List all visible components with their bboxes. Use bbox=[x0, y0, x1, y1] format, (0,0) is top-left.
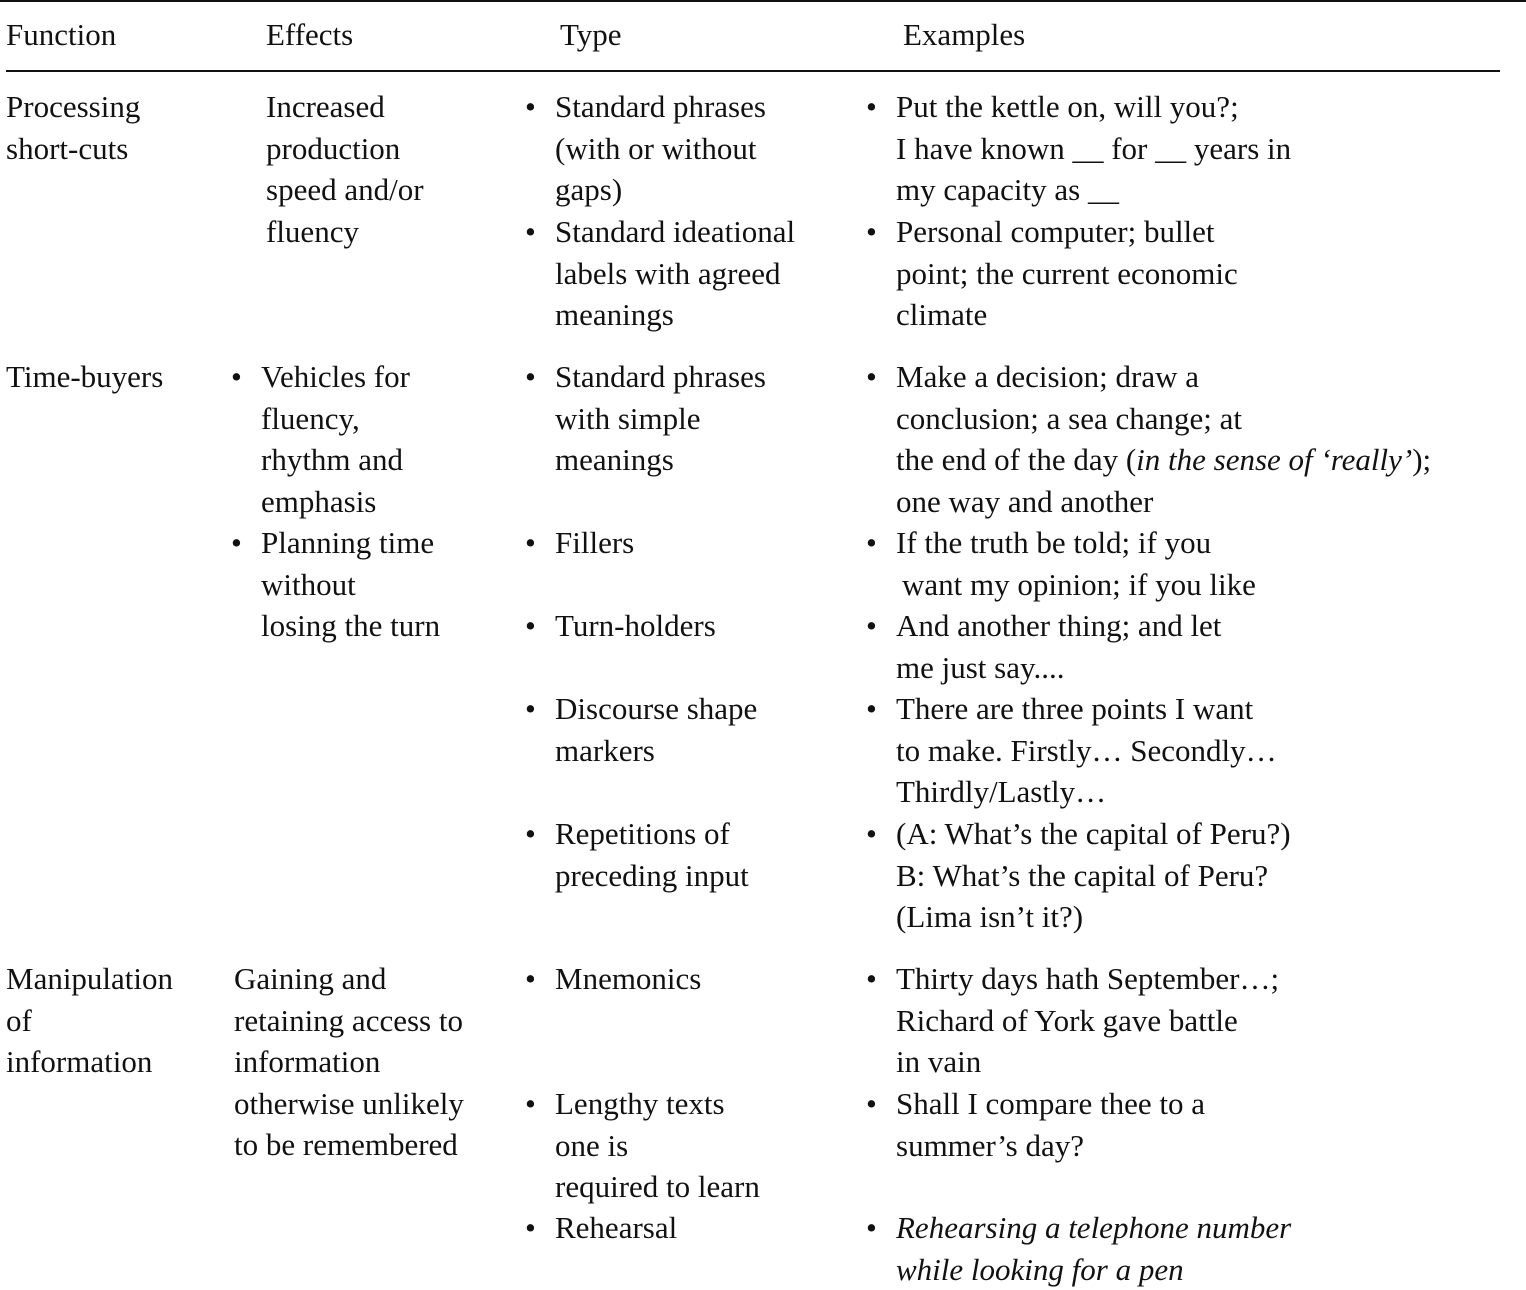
bullet-icon: • bbox=[866, 961, 877, 996]
bullet-icon: • bbox=[866, 214, 877, 249]
example-text: the end of the day ( bbox=[896, 442, 1137, 478]
example-line: summer’s day? bbox=[896, 1127, 1084, 1163]
effects-line: Gaining and bbox=[234, 961, 387, 996]
bullet-icon: • bbox=[525, 89, 536, 124]
type-item bbox=[525, 356, 766, 481]
example-line: (A: What’s the capital of Peru?) bbox=[896, 816, 1291, 851]
type-line: Fillers bbox=[555, 525, 635, 560]
header-rule bbox=[6, 70, 1500, 72]
example-line: (Lima isn’t it?) bbox=[896, 899, 1084, 935]
example-text: ); bbox=[1412, 442, 1432, 478]
header-effects: Effects bbox=[266, 17, 354, 52]
example-line: B: What’s the capital of Peru? bbox=[896, 857, 1269, 893]
type-line: Standard phrases bbox=[555, 89, 766, 124]
example-line: Shall I compare thee to a bbox=[896, 1086, 1206, 1121]
example-line: And another thing; and let bbox=[896, 608, 1222, 643]
effects-cell bbox=[266, 86, 424, 252]
effects-cell bbox=[234, 958, 464, 1166]
type-line: preceding input bbox=[555, 857, 749, 893]
type-line: Standard ideational bbox=[555, 214, 796, 249]
type-line: Lengthy texts bbox=[555, 1086, 725, 1121]
bullet-icon: • bbox=[525, 816, 536, 851]
example-item bbox=[866, 1207, 1292, 1290]
bullet-icon: • bbox=[525, 525, 536, 560]
type-item bbox=[525, 1083, 760, 1208]
bullet-icon: • bbox=[866, 89, 877, 124]
type-line: labels with agreed bbox=[555, 255, 781, 291]
type-line: Rehearsal bbox=[555, 1210, 678, 1245]
function-cell bbox=[6, 356, 163, 398]
bullet-icon: • bbox=[866, 816, 877, 851]
example-line: want my opinion; if you like bbox=[902, 566, 1256, 602]
type-line: meanings bbox=[555, 442, 674, 478]
effects-line: Increased bbox=[266, 89, 385, 124]
function-line: information bbox=[6, 1044, 153, 1080]
type-line: Mnemonics bbox=[555, 961, 702, 996]
function-line: Time-buyers bbox=[6, 359, 164, 394]
example-line: Thirdly/Lastly… bbox=[896, 774, 1107, 810]
bullet-icon: • bbox=[525, 214, 536, 249]
effects-line: rhythm and bbox=[261, 442, 404, 478]
effects-line: Vehicles for bbox=[261, 359, 410, 394]
example-line: Thirty days hath September…; bbox=[896, 961, 1280, 996]
effects-line: speed and/or bbox=[266, 172, 424, 208]
function-line: of bbox=[6, 1002, 32, 1038]
example-line: Make a decision; draw a bbox=[896, 359, 1199, 394]
type-line: Turn-holders bbox=[555, 608, 716, 643]
bullet-icon: • bbox=[525, 1210, 536, 1245]
example-line: while looking for a pen bbox=[896, 1251, 1184, 1287]
example-line: Richard of York gave battle bbox=[896, 1002, 1238, 1038]
header-examples: Examples bbox=[903, 17, 1026, 52]
effects-item bbox=[231, 522, 441, 647]
example-item bbox=[866, 688, 1277, 813]
example-item bbox=[866, 522, 1256, 605]
type-item bbox=[525, 688, 758, 771]
example-line: Personal computer; bullet bbox=[896, 214, 1215, 249]
bullet-icon: • bbox=[525, 359, 536, 394]
example-line: I have known __ for __ years in bbox=[896, 130, 1292, 166]
effects-line: otherwise unlikely bbox=[234, 1085, 464, 1121]
type-line: (with or without bbox=[555, 130, 757, 166]
type-line: meanings bbox=[555, 297, 674, 333]
bullet-icon: • bbox=[525, 691, 536, 726]
example-item bbox=[866, 356, 1432, 522]
function-line: Processing bbox=[6, 89, 141, 124]
bullet-icon: • bbox=[866, 1086, 877, 1121]
effects-line: losing the turn bbox=[261, 608, 441, 644]
example-line: If the truth be told; if you bbox=[896, 525, 1212, 560]
example-item bbox=[866, 211, 1238, 336]
effects-line: production bbox=[266, 130, 401, 166]
function-line: Manipulation bbox=[6, 961, 174, 996]
header-function: Function bbox=[6, 17, 117, 52]
example-line: point; the current economic bbox=[896, 255, 1238, 291]
type-line: Standard phrases bbox=[555, 359, 766, 394]
table-top-rule bbox=[0, 0, 1526, 2]
bullet-icon: • bbox=[866, 1210, 877, 1245]
example-item bbox=[866, 605, 1222, 688]
example-line: conclusion; a sea change; at bbox=[896, 400, 1243, 436]
example-line bbox=[896, 439, 1431, 481]
effects-line: information bbox=[234, 1044, 381, 1080]
example-line: Put the kettle on, will you?; bbox=[896, 89, 1239, 124]
type-line: one is bbox=[555, 1127, 629, 1163]
example-item bbox=[866, 1083, 1206, 1166]
example-line: to make. Firstly… Secondly… bbox=[896, 732, 1277, 768]
bullet-icon: • bbox=[866, 608, 877, 643]
type-item bbox=[525, 813, 749, 896]
effects-line: without bbox=[261, 566, 356, 602]
example-item bbox=[866, 813, 1291, 938]
bullet-icon: • bbox=[231, 359, 242, 394]
type-item bbox=[525, 86, 766, 211]
type-line: gaps) bbox=[555, 172, 623, 208]
example-line: one way and another bbox=[896, 483, 1154, 519]
example-item bbox=[866, 86, 1292, 211]
type-item bbox=[525, 605, 716, 647]
example-line: me just say.... bbox=[896, 649, 1065, 685]
effects-line: Planning time bbox=[261, 525, 435, 560]
type-item bbox=[525, 522, 635, 564]
effects-line: emphasis bbox=[261, 483, 377, 519]
example-line: There are three points I want bbox=[896, 691, 1254, 726]
function-cell bbox=[6, 958, 173, 1083]
bullet-icon: • bbox=[866, 359, 877, 394]
function-line: short-cuts bbox=[6, 130, 129, 166]
type-item bbox=[525, 1207, 678, 1249]
type-item bbox=[525, 211, 796, 336]
example-line: Rehearsing a telephone number bbox=[896, 1210, 1292, 1245]
effects-line: to be remembered bbox=[234, 1127, 458, 1163]
bullet-icon: • bbox=[525, 1086, 536, 1121]
bullet-icon: • bbox=[231, 525, 242, 560]
bullet-icon: • bbox=[866, 691, 877, 726]
example-item bbox=[866, 958, 1280, 1083]
bullet-icon: • bbox=[525, 961, 536, 996]
example-italic-note: in the sense of ‘really’ bbox=[1136, 442, 1413, 478]
effects-line: retaining access to bbox=[234, 1002, 463, 1038]
type-line: markers bbox=[555, 732, 655, 768]
function-cell bbox=[6, 86, 140, 169]
example-line: my capacity as __ bbox=[896, 172, 1119, 208]
header-type: Type bbox=[560, 17, 622, 52]
effects-line: fluency, bbox=[261, 400, 360, 436]
effects-item bbox=[231, 356, 410, 522]
bullet-icon: • bbox=[525, 608, 536, 643]
type-line: required to learn bbox=[555, 1169, 760, 1205]
bullet-icon: • bbox=[866, 525, 877, 560]
type-line: Repetitions of bbox=[555, 816, 730, 851]
effects-line: fluency bbox=[266, 213, 359, 249]
type-item bbox=[525, 958, 702, 1000]
example-line: climate bbox=[896, 297, 988, 333]
example-line: in vain bbox=[896, 1044, 982, 1080]
type-line: with simple bbox=[555, 400, 701, 436]
type-line: Discourse shape bbox=[555, 691, 758, 726]
